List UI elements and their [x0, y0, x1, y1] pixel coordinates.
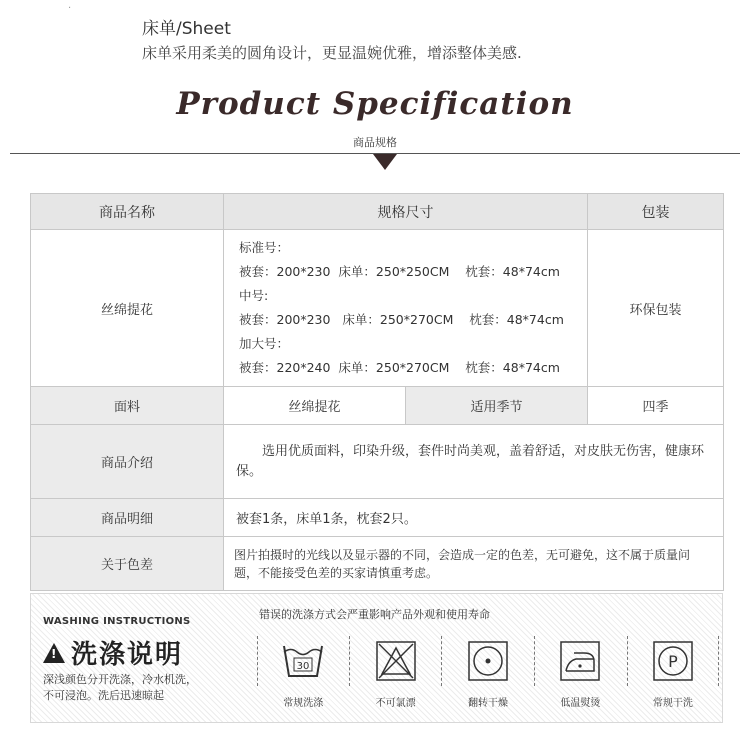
care-label: 常规干洗	[652, 698, 693, 709]
washing-tip	[43, 672, 197, 704]
intro-value: 选用优质面料，印染升级，套件时尚美观，盖着舒适，对皮肤无伤害，健康环保。	[236, 443, 705, 479]
header-product-name: 商品名称	[31, 194, 224, 230]
sheet-description: 床单采用柔美的圆角设计，更显温婉优雅，增添整体美感.	[142, 44, 522, 62]
intro-cell	[224, 425, 724, 499]
care-label: 不可氯漂	[375, 698, 416, 709]
table-row	[31, 425, 724, 499]
wash-temp-text: 30	[296, 661, 310, 672]
table-header-row	[31, 194, 724, 230]
sheet-title: 床单/Sheet	[142, 19, 231, 39]
spec-heading: Product Specification	[176, 86, 574, 122]
color-cell	[224, 537, 724, 591]
washing-title-en: WASHING INSTRUCTIONS	[43, 616, 191, 627]
care-item-tumble-dry	[442, 632, 534, 718]
washing-tip-line: 深浅颜色分开洗涤，冷水机洗，	[43, 673, 197, 686]
care-label: 常规洗涤	[283, 698, 324, 709]
care-icons-row	[257, 632, 719, 718]
dry-clean-letter: P	[668, 652, 678, 671]
size-line: 被套：200*230 床单：250*250CM 枕套：48*74cm	[239, 264, 560, 279]
washing-tip-line: 不可浸泡。洗后迅速晾起	[43, 689, 164, 702]
wash-30-icon	[280, 638, 326, 684]
spec-table	[30, 193, 724, 591]
detail-cell	[224, 499, 724, 537]
washing-warning: 错误的洗涤方式会严重影响产品外观和使用寿命	[259, 608, 490, 621]
no-bleach-icon	[373, 638, 419, 684]
intro-label: 商品介绍	[31, 425, 224, 499]
care-item-dry-clean	[627, 632, 719, 718]
detail-value: 被套1条，床单1条，枕套2只。	[236, 512, 417, 527]
tumble-dry-icon	[465, 638, 511, 684]
product-name-cell: 丝绵提花	[31, 230, 224, 387]
low-iron-icon	[557, 638, 603, 684]
icon-separator	[718, 636, 719, 686]
packaging-cell: 环保包装	[588, 230, 724, 387]
fabric-value: 丝绵提花	[224, 387, 406, 425]
washing-panel	[30, 593, 723, 723]
care-label: 低温熨烫	[560, 698, 601, 709]
care-item-low-iron	[534, 632, 626, 718]
table-row	[31, 387, 724, 425]
table-row	[31, 499, 724, 537]
size-line: 被套：220*240 床单：250*270CM 枕套：48*74cm	[239, 360, 560, 375]
detail-label: 商品明细	[31, 499, 224, 537]
color-label: 关于色差	[31, 537, 224, 591]
season-label: 适用季节	[406, 387, 588, 425]
size-line: 加大号：	[239, 336, 290, 351]
top-dot: .	[68, 0, 72, 11]
table-row	[31, 537, 724, 591]
size-line: 被套：200*230 床单：250*270CM 枕套：48*74cm	[239, 312, 564, 327]
washing-title-zh: 洗涤说明	[71, 640, 184, 670]
down-triangle-icon	[373, 154, 397, 170]
color-value: 图片拍摄时的光线以及显示器的不同，会造成一定的色差，无可避免，这不属于质量问题，不能接受色差的买家请慎重考虑。	[234, 547, 691, 580]
header-size: 规格尺寸	[224, 194, 588, 230]
header-packaging: 包装	[588, 194, 724, 230]
care-item-wash	[257, 632, 349, 718]
size-line: 标准号：	[239, 240, 290, 255]
warning-icon	[43, 643, 65, 663]
table-row	[31, 230, 724, 387]
fabric-label: 面料	[31, 387, 224, 425]
warning-mark: !	[51, 646, 57, 661]
sizes-cell	[224, 230, 588, 387]
care-item-no-bleach	[349, 632, 441, 718]
washing-title-zh-group	[43, 634, 183, 671]
care-label: 翻转干燥	[468, 698, 509, 709]
size-line: 中号:	[239, 288, 269, 303]
dry-clean-icon	[650, 638, 696, 684]
season-value: 四季	[588, 387, 724, 425]
spec-subtitle: 商品规格	[353, 136, 397, 149]
